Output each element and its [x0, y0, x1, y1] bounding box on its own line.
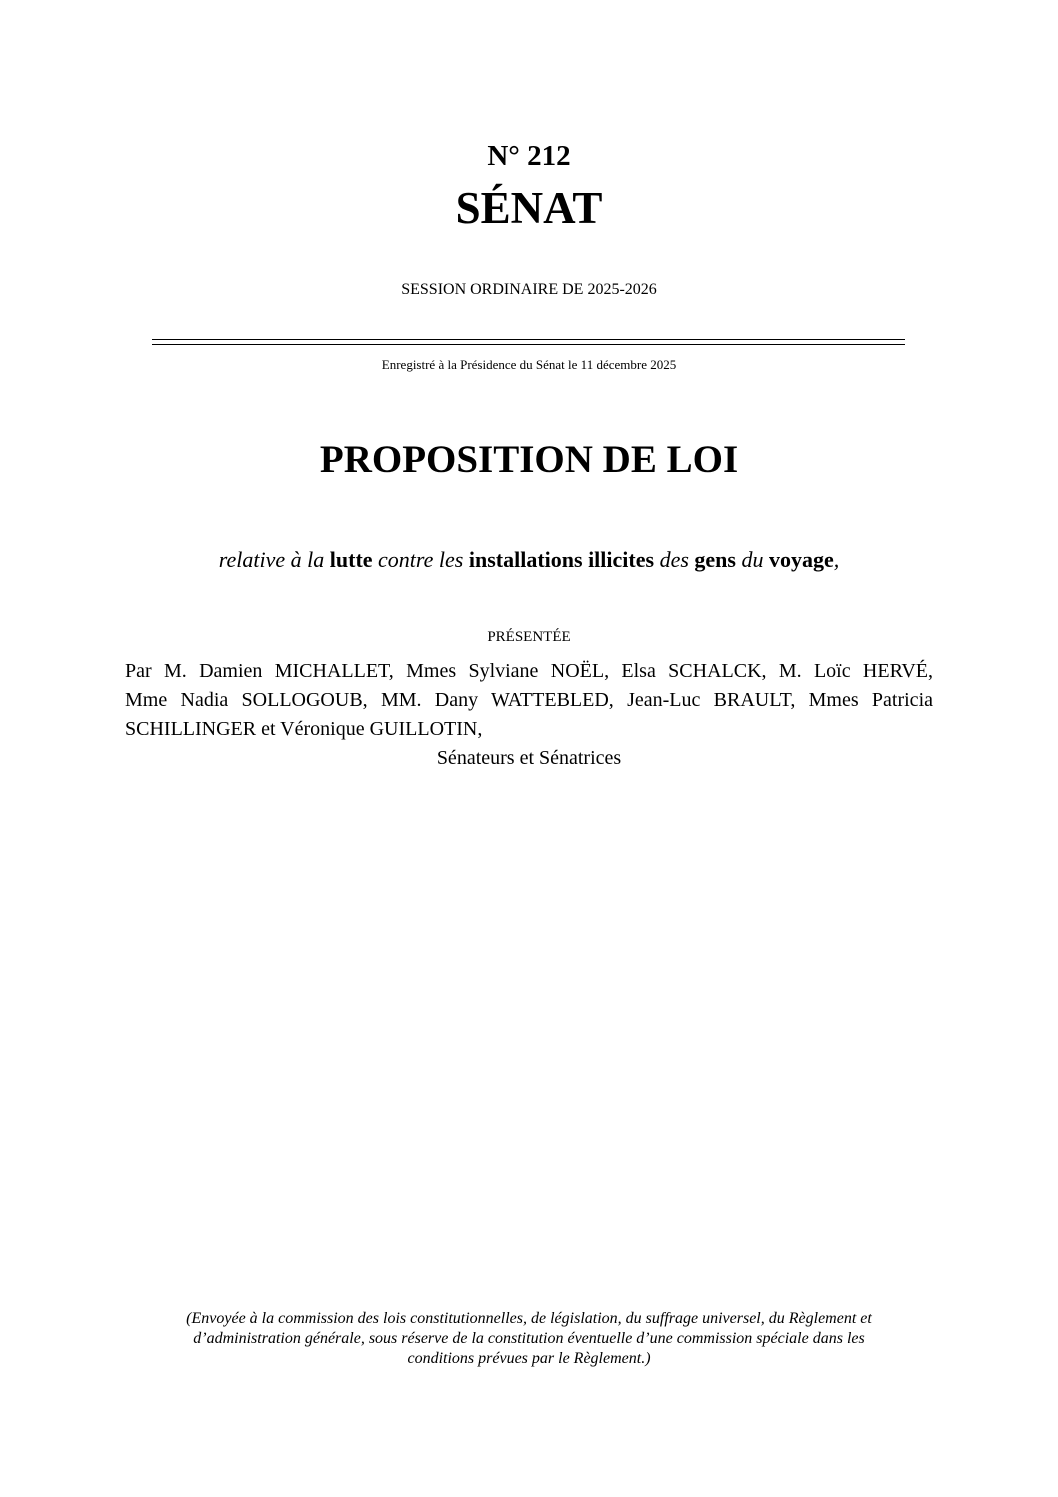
subtitle-part: des	[659, 547, 689, 572]
divider-line-top	[152, 339, 905, 340]
authors-line: SCHILLINGER et Véronique GUILLOTIN,	[125, 718, 483, 740]
presented-label: PRÉSENTÉE	[487, 629, 571, 645]
subtitle-keyword: gens	[694, 547, 736, 572]
referral-note-line: d’administration générale, sous réserve de la constitution éventuelle d’une commission spéciale dans les	[193, 1330, 865, 1347]
registration-date: Enregistré à la Présidence du Sénat le 11 décembre 2025	[381, 357, 677, 372]
authors-list	[125, 657, 933, 744]
referral-note	[130, 1309, 928, 1369]
document-subtitle	[0, 546, 1058, 574]
divider-line-bottom	[152, 344, 905, 345]
authors-line: Mme Nadia SOLLOGOUB, MM. Dany WATTEBLED, Jean-Luc BRAULT, Mmes Patricia	[125, 689, 933, 711]
subtitle-part: ,	[833, 547, 840, 572]
subtitle-part: relative à la	[218, 547, 325, 572]
institution-name: SÉNAT	[455, 183, 603, 233]
document-number: N° 212	[487, 140, 571, 172]
authors-line: Par M. Damien MICHALLET, Mmes Sylviane NOËL, Elsa SCHALCK, M. Loïc HERVÉ,	[125, 660, 933, 682]
document-title: PROPOSITION DE LOI	[319, 438, 739, 481]
subtitle-keyword: voyage	[768, 547, 834, 572]
referral-note-line: (Envoyée à la commission des lois constitutionnelles, de législation, du suffrage universel, du Règlement et	[186, 1310, 872, 1327]
referral-note-line: conditions prévues par le Règlement.)	[407, 1350, 651, 1367]
subtitle-keyword: installations illicites	[468, 547, 655, 572]
session-label: SESSION ORDINAIRE DE 2025-2026	[401, 281, 657, 298]
subtitle-keyword: lutte	[329, 547, 373, 572]
subtitle-part: du	[741, 547, 764, 572]
subtitle-part: contre les	[378, 547, 464, 572]
senators-label: Sénateurs et Sénatrices	[436, 747, 622, 769]
